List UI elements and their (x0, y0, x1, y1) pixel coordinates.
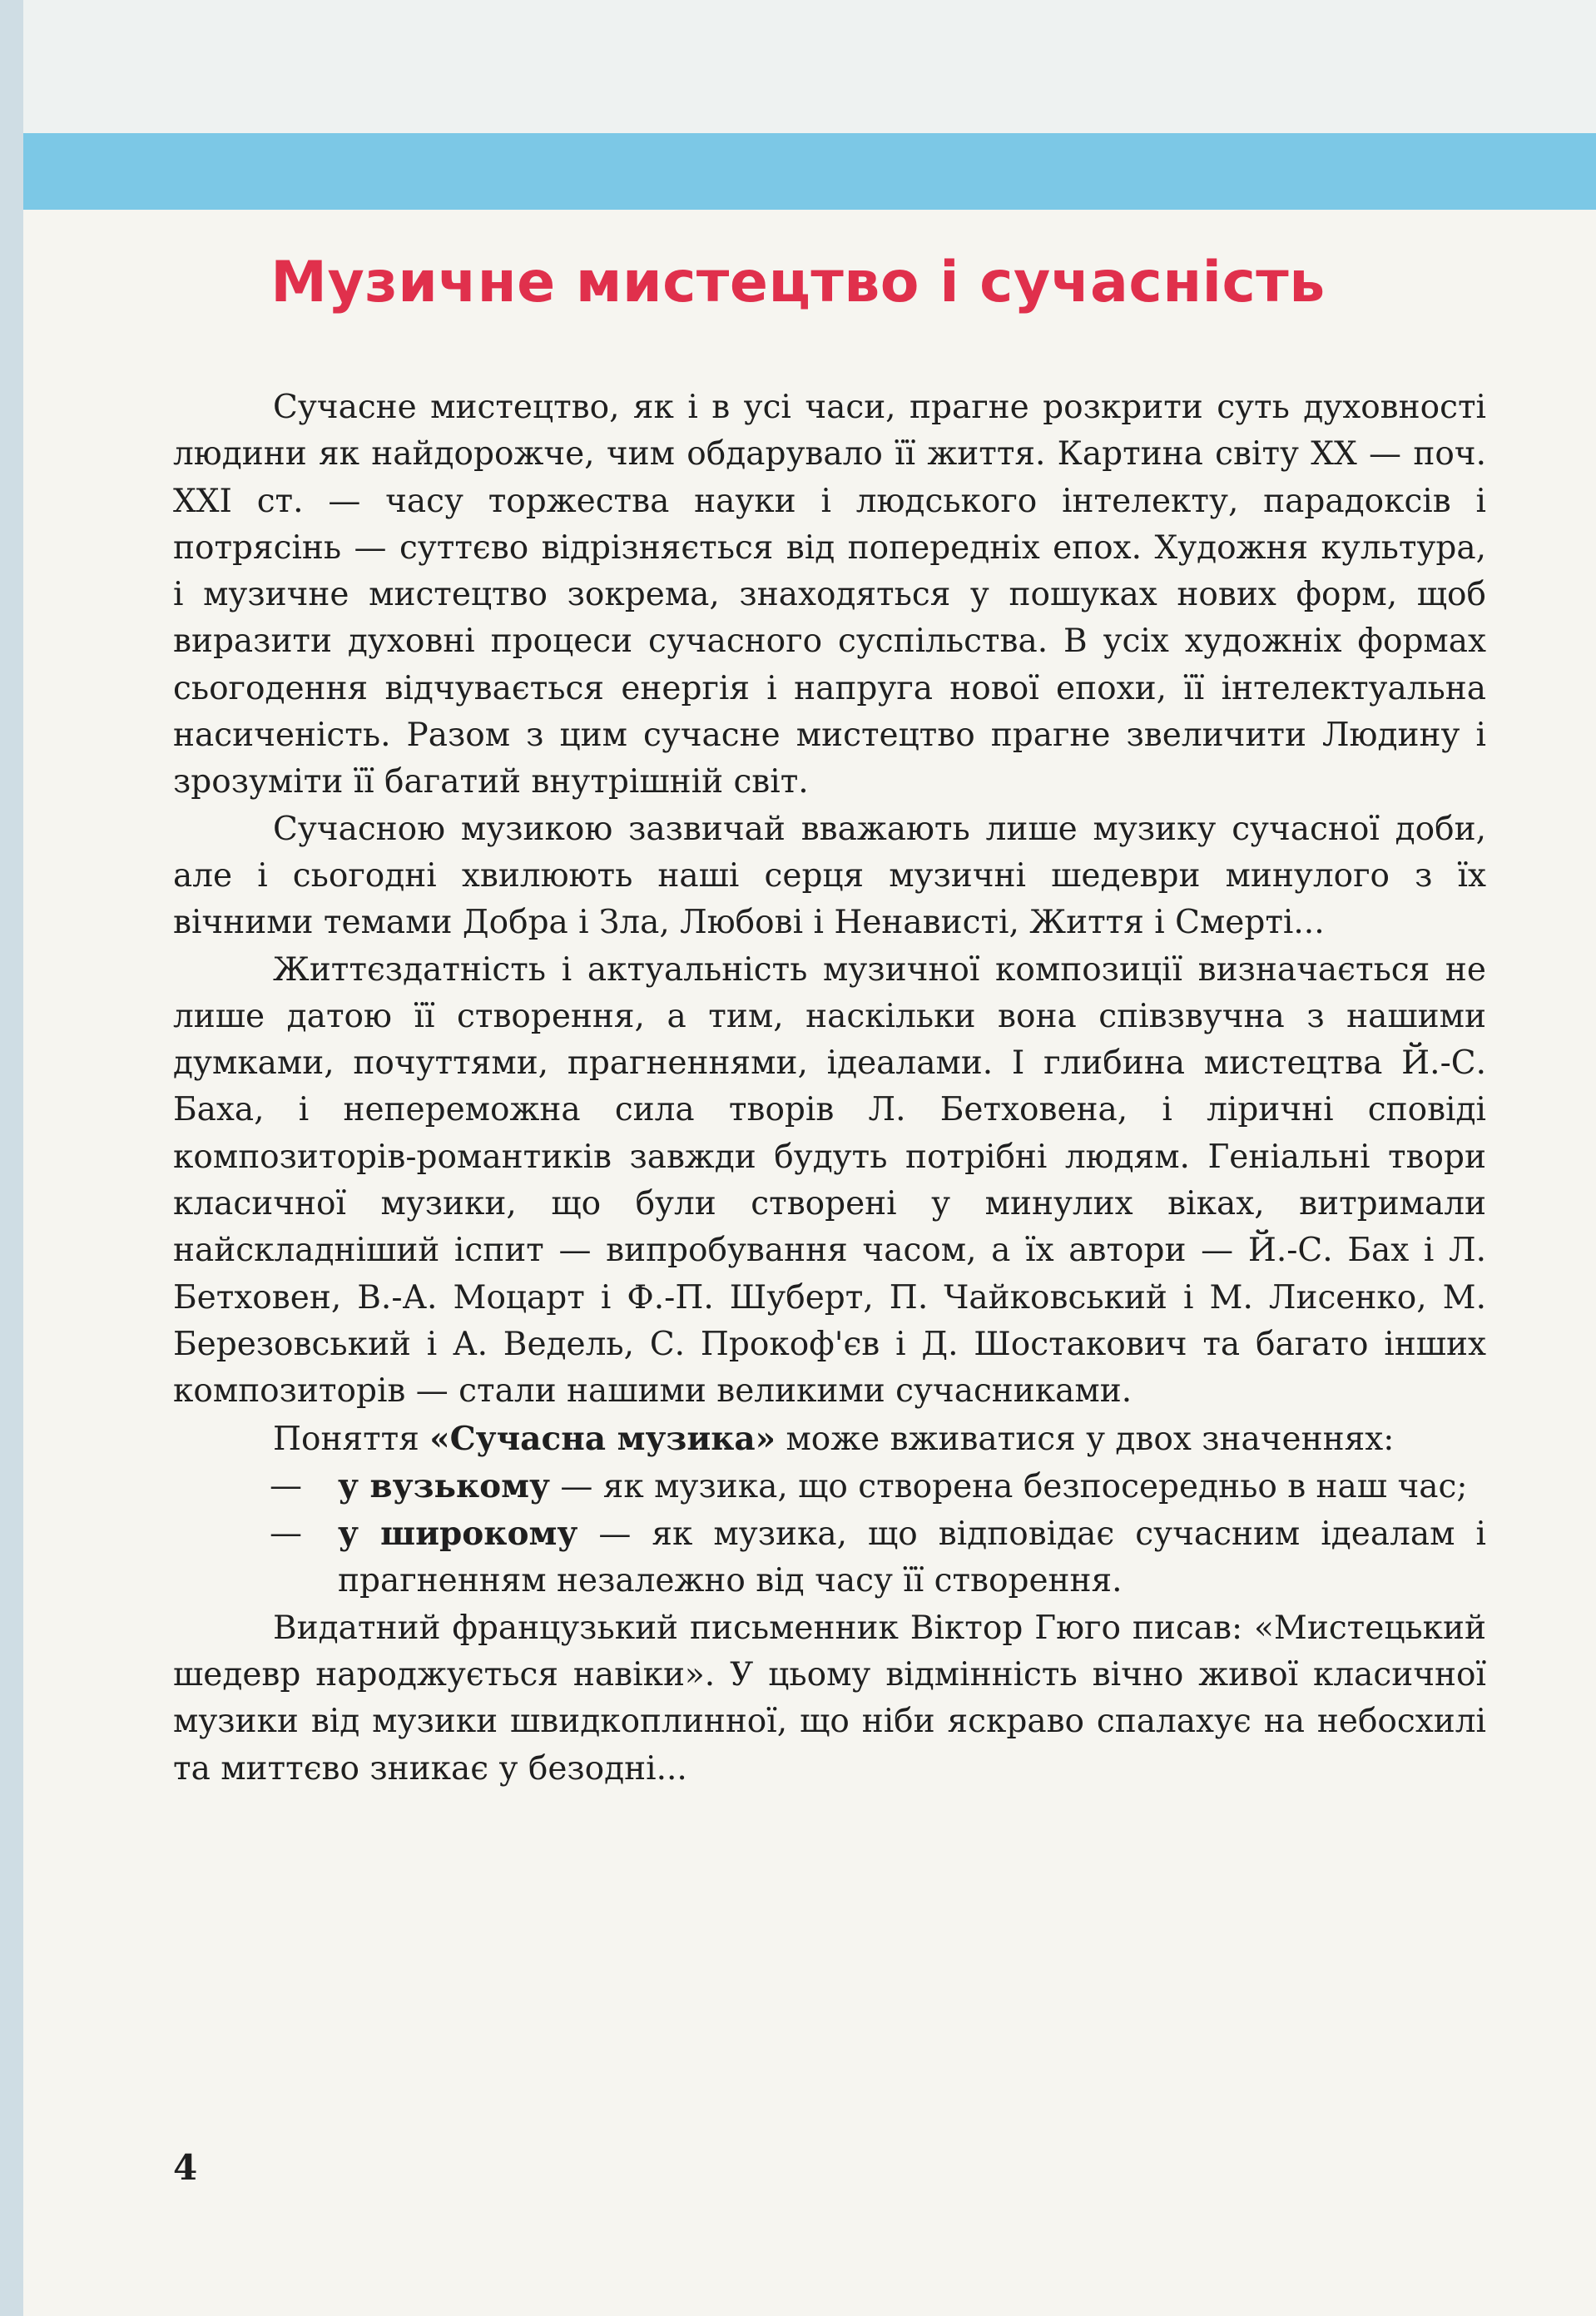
paragraph-hugo-quote: Видатний французький письменник Віктор Гюго писав: «Мистецький шедевр народжується навіки». У цьому відмінність вічно живої класичної музики від музики швидкоплинної, що ніби яскраво спалахує на небосхилі та миттєво зникає у безодні... (173, 1609, 1486, 1788)
paragraph-vitality: Життєздатність і актуальність музичної композиції визначається не лише датою її створення, а тим, наскільки вона співзвучна з нашими думками, почуттями, прагненнями, ідеалами. І глибина мистецтва Й.-С. Баха, і непереможна сила творів Л. Бетховена, і ліричні сповіді композиторів-романтиків завжди будуть потрібні людям. Геніальні твори класичної музики, що були створені у минулих віках, витримали найскладніший іспит — випробування часом, а їх автори — Й.-С. Бах і Л. Бетховен, В.-А. Моцарт і Ф.-П. Шуберт, П. Чайковський і М. Лисенко, М. Березовський і А. Ведель, С. Прокоф'єв і Д. Шостакович та багато інших композиторів — стали нашими великими сучасниками. (173, 950, 1486, 1411)
main-text (173, 384, 1486, 1793)
definition-text-narrow: — як музика, що створена безпосередньо в наш час; (550, 1467, 1468, 1505)
concept-after: може вживатися у двох значеннях: (776, 1420, 1395, 1458)
definition-dash: — (270, 1515, 302, 1553)
concept-before: Поняття (273, 1420, 430, 1458)
definition-term-broad: у широкому (338, 1515, 578, 1554)
definition-narrow (270, 1463, 1486, 1510)
page-top-margin (23, 0, 1596, 133)
paragraph-concept (173, 1416, 1486, 1463)
definition-broad (270, 1510, 1486, 1605)
page-title: Музичне мистецтво і сучасність (270, 250, 1326, 315)
definition-dash: — (270, 1466, 302, 1505)
header-color-band (23, 133, 1596, 210)
definitions-list (173, 1463, 1486, 1605)
page-number: 4 (173, 2147, 198, 2188)
page-left-edge (0, 0, 23, 2316)
definition-term-narrow: у вузькому (338, 1466, 550, 1505)
paragraph-modern-music: Сучасною музикою зазвичай вважають лише музику сучасної доби, але і сьогодні хвилюють наші серця музичні шедеври минулого з їх вічними темами Добра і Зла, Любові і Ненависті, Життя і Смерті... (173, 810, 1486, 942)
definition-text-broad: — як музика, що відповідає сучасним ідеалам і прагненням незалежно від часу її створення. (338, 1515, 1486, 1600)
concept-term: «Сучасна музика» (429, 1419, 776, 1458)
paragraph-intro: Сучасне мистецтво, як і в усі часи, прагне розкрити суть духовності людини як найдорожче, чим обдарувало її життя. Картина світу XX — поч. XXI ст. — часу торжества науки і людського інтелекту, парадоксів і потрясінь — суттєво відрізняється від попередніх епох. Художня культура, і музичне мистецтво зокрема, знаходяться у пошуках нових форм, щоб виразити духовні процеси сучасного суспільства. В усіх художніх формах сьогодення відчувається енергія і напруга нової епохи, її інтелектуальна насиченість. Разом з цим сучасне мистецтво прагне звеличити Людину і зрозуміти її багатий внутрішній світ. (173, 389, 1486, 801)
